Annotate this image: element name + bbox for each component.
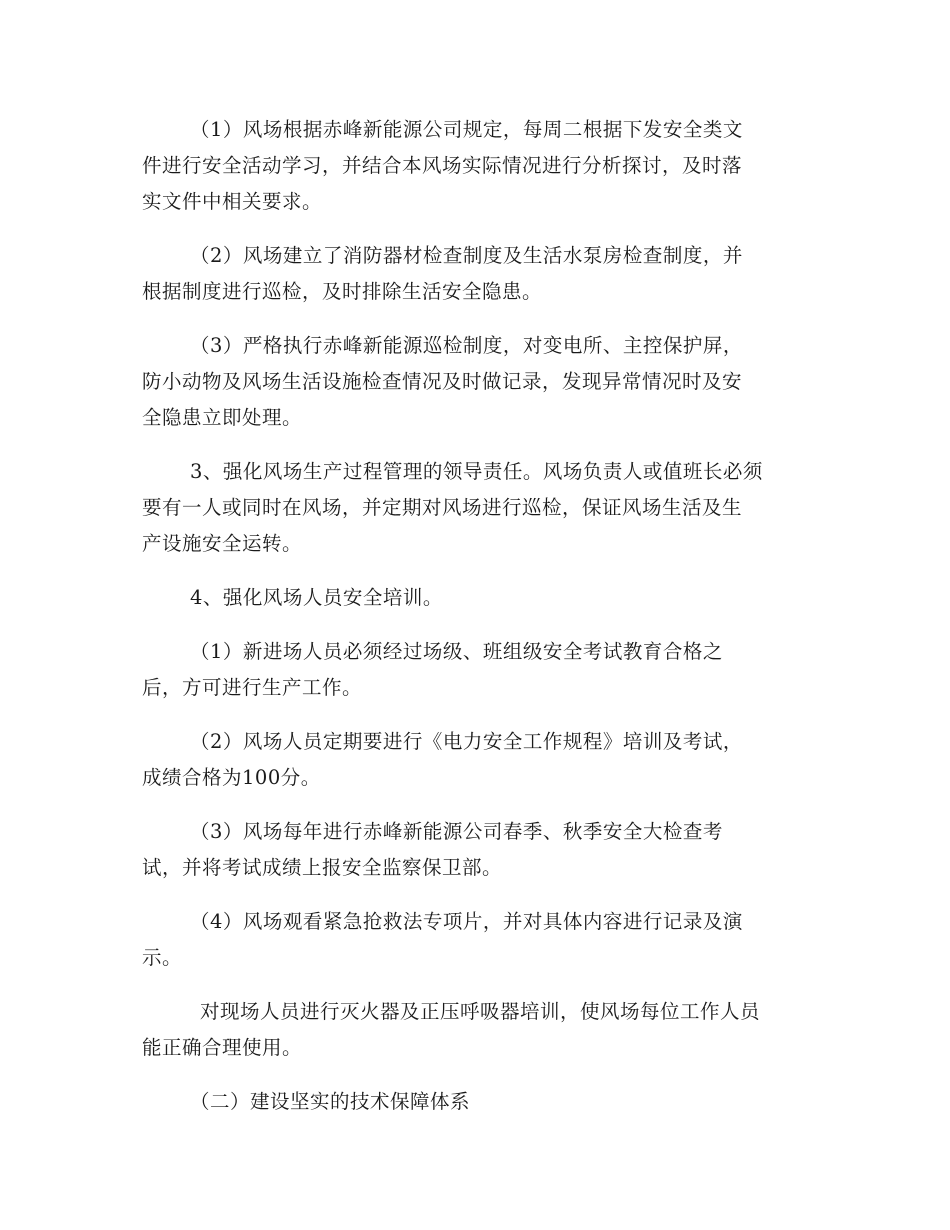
paragraph-7-line-1: （2）风场人员定期要进行《电力安全工作规程》培训及考试， — [190, 730, 743, 753]
paragraph-5-line-1: 4、强化风场人员安全培训。 — [190, 586, 443, 609]
paragraph-8-line-1: （3）风场每年进行赤峰新能源公司春季、秋季安全大检查考 — [190, 820, 723, 843]
paragraph-1-line-3: 实文件中相关要求。 — [142, 190, 323, 213]
paragraph-6-line-1: （1）新进场人员必须经过场级、班组级安全考试教育合格之 — [190, 640, 723, 663]
paragraph-6-line-2: 后，方可进行生产工作。 — [142, 676, 363, 699]
paragraph-4-line-1: 3、强化风场生产过程管理的领导责任。风场负责人或值班长必须 — [190, 460, 763, 483]
paragraph-8-line-2: 试，并将考试成绩上报安全监察保卫部。 — [142, 856, 503, 879]
paragraph-9-line-2: 示。 — [142, 946, 183, 969]
paragraph-2-line-1: （2）风场建立了消防器材检查制度及生活水泵房检查制度，并 — [190, 244, 743, 267]
paragraph-2-line-2: 根据制度进行巡检，及时排除生活安全隐患。 — [142, 280, 543, 303]
paragraph-4-line-2: 要有一人或同时在风场，并定期对风场进行巡检，保证风场生活及生 — [142, 496, 743, 519]
paragraph-4-line-3: 产设施安全运转。 — [142, 532, 303, 555]
paragraph-3-line-2: 防小动物及风场生活设施检查情况及时做记录，发现异常情况时及安 — [142, 370, 743, 393]
paragraph-3-line-3: 全隐患立即处理。 — [142, 406, 303, 429]
paragraph-10-line-1: 对现场人员进行灭火器及正压呼吸器培训，使风场每位工作人员 — [200, 1000, 761, 1023]
paragraph-7-line-2: 成绩合格为100分。 — [142, 766, 321, 789]
paragraph-10-line-2: 能正确合理使用。 — [142, 1036, 303, 1059]
paragraph-1-line-1: （1）风场根据赤峰新能源公司规定，每周二根据下发安全类文 — [190, 118, 743, 141]
paragraph-3-line-1: （3）严格执行赤峰新能源巡检制度，对变电所、主控保护屏， — [190, 334, 743, 357]
paragraph-1-line-2: 件进行安全活动学习，并结合本风场实际情况进行分析探讨，及时落 — [142, 154, 743, 177]
section-heading: （二）建设坚实的技术保障体系 — [190, 1090, 471, 1113]
paragraph-9-line-1: （4）风场观看紧急抢救法专项片，并对具体内容进行记录及演 — [190, 910, 743, 933]
